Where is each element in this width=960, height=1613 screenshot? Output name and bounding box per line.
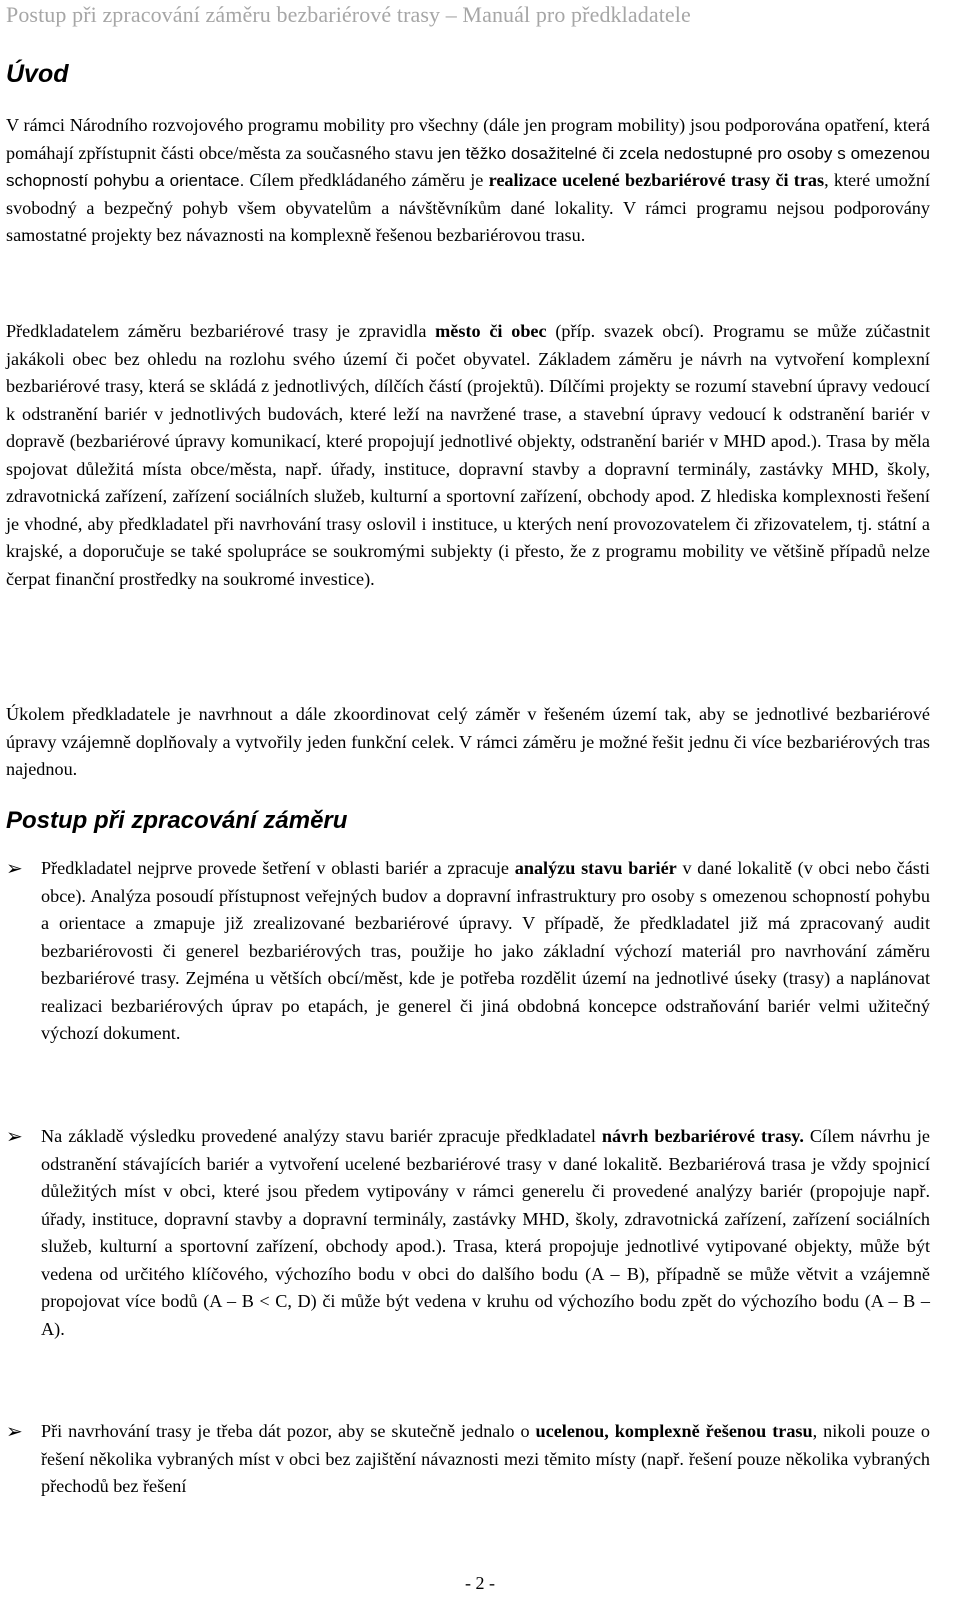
bullet-text [41, 855, 930, 1048]
text-run: , nikoli pouze o řešení několika vybraných míst v obci bez zajištění návaznosti mezi těmito místy (např. řešení pouze několika vybraných přechodů bez řešení [41, 1421, 931, 1496]
emphasis-text: návrh bezbariérové trasy. [601, 1126, 804, 1146]
text-run: Předkladatel nejprve provede šetření v oblasti bariér a zpracuje [41, 858, 515, 878]
text-run: Předkladatelem záměru bezbariérové trasy je zpravidla [6, 321, 436, 341]
emphasis-text: analýzu stavu bariér [514, 858, 677, 878]
arrow-bullet-icon: ➢ [6, 1124, 23, 1148]
bullet-item [6, 1418, 930, 1501]
text-run: Na základě výsledku provedené analýzy stavu bariér zpracuje předkladatel [41, 1126, 602, 1146]
intro-paragraph-3: Úkolem předkladatele je navrhnout a dále zkoordinovat celý záměr v řešeném území tak, aby se jednotlivé bezbariérové úpravy vzájemně doplňovaly a vytvořily jeden funkční celek. V rámci záměru je možné řešit jednu či více bezbariérových tras najednou. [6, 704, 930, 779]
page-number: - 2 - [465, 1573, 495, 1593]
emphasis-text: ucelenou, komplexně řešenou trasu [535, 1421, 813, 1441]
text-run: , které umožní svobodný a bezpečný pohyb všem obyvatelům a návštěvníkům dané lokality. V rámci programu nejsou podporovány samostatné projekty bez návaznosti na komplexně řešenou bezbariérovou trasu. [6, 170, 931, 245]
section-title-procedure: Postup při zpracování záměru [6, 807, 348, 834]
running-header: Postup při zpracování záměru bezbariérové trasy – Manuál pro předkladatele [6, 2, 691, 27]
text-run: Při navrhování trasy je třeba dát pozor, aby se skutečně jednalo o [41, 1421, 536, 1441]
intro-paragraph-1 [6, 112, 930, 250]
text-run: jen těžko dosažitelné či zcela nedostupné pro osoby s omezenou schopností pohybu a orientace. [6, 143, 930, 190]
bullet-text [41, 1418, 930, 1501]
bullet-text [41, 1123, 930, 1343]
text-run: V rámci Národního rozvojového programu mobility pro všechny (dále jen program mobility) jsou podporována opatření, která pomáhají zpřístupnit části obce/města za současného stavu [6, 115, 930, 163]
emphasis-text: realizace ucelené bezbariérové trasy či tras [488, 170, 825, 190]
bullet-item [6, 1123, 930, 1343]
intro-paragraph-2 [6, 318, 930, 593]
arrow-bullet-icon: ➢ [6, 856, 23, 880]
bullet-item [6, 855, 930, 1048]
arrow-bullet-icon: ➢ [6, 1419, 23, 1443]
section-title-intro: Úvod [6, 60, 69, 88]
text-run: Cílem předkládaného záměru je [244, 170, 489, 190]
emphasis-text: město či obec [435, 321, 547, 341]
text-run: v dané lokalitě (v obci nebo části obce). Analýza posoudí přístupnost veřejných budov a dopravní infrastruktury pro osoby s omezenou schopností pohybu a orientace a zmapuje již zrealizované bezbariérové úpravy. V případě, že předkladatel již má zpracovaný audit bezbariérovosti či generel bezbariérových tras, použije ho jako základní výchozí materiál pro navrhování záměru bezbariérové trasy. Zejména u větších obcí/měst, kde je potřeba rozdělit území na jednotlivé úseky (trasy) a naplánovat realizaci bezbariérových úprav po etapách, je generel či jiná obdobná koncepce odstraňování bariér velmi užitečný výchozí dokument. [41, 858, 930, 1043]
text-run: Cílem návrhu je odstranění stávajících bariér a vytvoření ucelené bezbariérové trasy v dané lokalitě. Bezbariérová trasa je vždy spojnicí důležitých míst v obci, které jsou předem vytipovány v rámci generelu či provedené analýzy bariér (propojuje např. úřady, instituce, dopravní stavby a dopravní terminály, zastávky MHD, školy, zdravotnická zařízení, zařízení sociálních služeb, kulturní a sportovní zařízení, obchody apod.). Trasa, která propojuje jednotlivé vytipované objekty, může být vedena od určitého klíčového, výchozího bodu v obci do dalšího bodu (A – B), případně se může větvit a vzájemně propojovat více bodů (A – B < C, D) či může být vedena v kruhu od výchozího bodu zpět do výchozího bodu (A – B – A). [41, 1126, 930, 1339]
text-run: (příp. svazek obcí). Programu se může zúčastnit jakákoli obec bez ohledu na rozlohu svého území či počet obyvatel. Základem záměru je návrh na vytvoření komplexní bezbariérové trasy, která se skládá z jednotlivých, dílčích částí (projektů). Dílčími projekty se rozumí stavební úpravy vedoucí k odstranění bariér v jednotlivých budovách, které leží na navržené trase, a stavební úpravy vedoucí k odstranění bariér v dopravě (bezbariérové úpravy komunikací, které propojují jednotlivé objekty, odstranění bariér v MHD apod.). Trasa by měla spojovat důležitá místa obce/města, např. úřady, instituce, dopravní stavby a dopravní terminály, zastávky MHD, školy, zdravotnická zařízení, zařízení sociálních služeb, kulturní a sportovní zařízení, obchody apod. Z hlediska komplexnosti řešení je vhodné, aby předkladatel při navrhování trasy oslovil i instituce, u kterých není provozovatelem či zřizovatelem, tj. státní a krajské, a doporučuje se také spolupráce se soukromými subjekty (i přesto, že z programu mobility ve většině případů nelze čerpat finanční prostředky na soukromé investice). [6, 321, 930, 589]
